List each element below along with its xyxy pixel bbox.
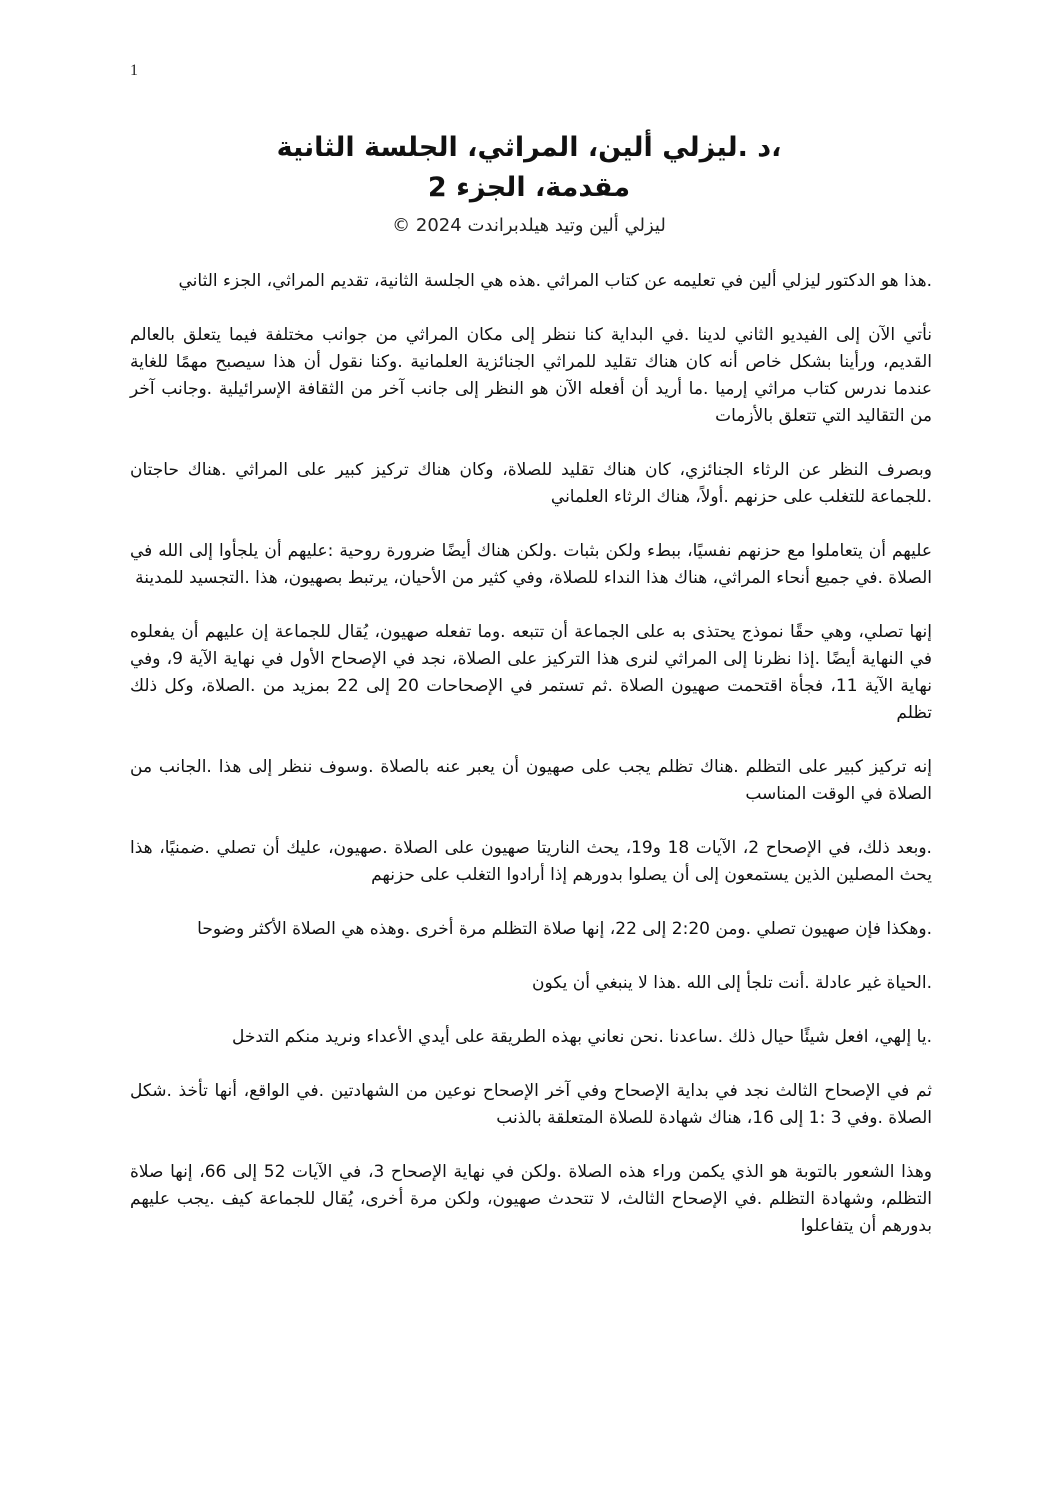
paragraph: إنه تركيز كبير على التظلم .هناك تظلم يجب على صهيون أن يعبر عنه بالصلاة .وسوف ننظر إلى هذا .الجانب من الصلاة في الوقت المناسب xyxy=(130,757,932,804)
paragraph: عليهم أن يتعاملوا مع حزنهم نفسيًا، ببطء ولكن بثبات .ولكن هناك أيضًا ضرورة روحية :عليهم أن يلجأوا إلى الله في الصلاة .في جميع أنحاء المراثي، هناك هذا النداء للصلاة، وفي كثير من الأحيان، يرتبط بصهيون، هذا .التجسيد للمدينة xyxy=(130,541,932,588)
paragraph: إنها تصلي، وهي حقًا نموذج يحتذى به على الجماعة أن تتبعه .وما تفعله صهيون، يُقال للجماعة إن عليهم أن يفعلوه في النهاية أيضًا .إذا نظرنا إلى المراثي لنرى هذا التركيز على الصلاة، نجد في الإصحاح الأول في نهاية الآية 9، وفي نهاية الآية 11، فجأة اقتحمت صهيون الصلاة .ثم تستمر في الإصحاحات 20 إلى 22 بمزيد من .الصلاة، وكل ذلك تظلم xyxy=(130,622,932,723)
paragraph: .وبعد ذلك، في الإصحاح 2، الآيات 18 و19، يحث الناريتا صهيون على الصلاة .صهيون، عليك أن تصلي .ضمنيًا، هذا يحث المصلين الذين يستمعون إلى أن يصلوا بدورهم إذا أرادوا التغلب على حزنهم xyxy=(130,838,932,885)
document-body xyxy=(130,268,932,1267)
paragraph: .الحياة غير عادلة .أنت تلجأ إلى الله .هذا لا ينبغي أن يكون xyxy=(532,973,932,993)
paragraph: وبصرف النظر عن الرثاء الجنائزي، كان هناك تقليد للصلاة، وكان هناك تركيز كبير على المراثي .هناك حاجتان .للجماعة للتغلب على حزنهم .أولاً، هناك الرثاء العلماني xyxy=(130,460,932,507)
page-number: 1 xyxy=(130,62,138,79)
document-title: ،د .ليزلي ألين، المراثي، الجلسة الثانية xyxy=(276,132,782,163)
paragraph: وهذا الشعور بالتوبة هو الذي يكمن وراء هذه الصلاة .ولكن في نهاية الإصحاح 3، في الآيات 52 إلى 66، إنها صلاة التظلم، وشهادة التظلم .في الإصحاح الثالث، لا تتحدث صهيون، ولكن مرة أخرى، يُقال للجماعة كيف .يجب عليهم بدورهم أن يتفاعلوا xyxy=(130,1162,932,1236)
copyright-notice: ليزلي ألين وتيد هيلدبراندت 2024 © xyxy=(392,215,666,236)
paragraph: .هذا هو الدكتور ليزلي ألين في تعليمه عن كتاب المراثي .هذه هي الجلسة الثانية، تقديم المراثي، الجزء الثاني xyxy=(178,271,932,291)
document-subtitle: مقدمة، الجزء 2 xyxy=(427,172,631,203)
paragraph: ثم في الإصحاح الثالث نجد في بداية الإصحاح وفي آخر الإصحاح نوعين من الشهادتين .في الواقع، أنها تأخذ .شكل الصلاة .وفي 3 :1 إلى 16، هناك شهادة للصلاة المتعلقة بالذنب xyxy=(130,1081,932,1128)
paragraph: .يا إلهي، افعل شيئًا حيال ذلك .ساعدنا .نحن نعاني بهذه الطريقة على أيدي الأعداء ونريد منكم التدخل xyxy=(231,1027,932,1047)
paragraph: .وهكذا فإن صهيون تصلي .ومن 2:20 إلى 22، إنها صلاة التظلم مرة أخرى .وهذه هي الصلاة الأكثر وضوحا xyxy=(197,919,932,939)
paragraph: نأتي الآن إلى الفيديو الثاني لدينا .في البداية كنا ننظر إلى مكان المراثي من جوانب مختلفة فيما يتعلق بالعالم القديم، ورأينا بشكل خاص أنه كان هناك تقليد للمراثي الجنائزية العلمانية .وكنا نقول أن هذا سيصبح مهمًا للغاية عندما ندرس كتاب مراثي إرميا .ما أريد أن أفعله الآن هو النظر إلى جانب آخر من الثقافة الإسرائيلية .وجانب آخر من التقاليد التي تتعلق بالأزمات xyxy=(130,325,932,426)
document-header xyxy=(130,128,928,240)
